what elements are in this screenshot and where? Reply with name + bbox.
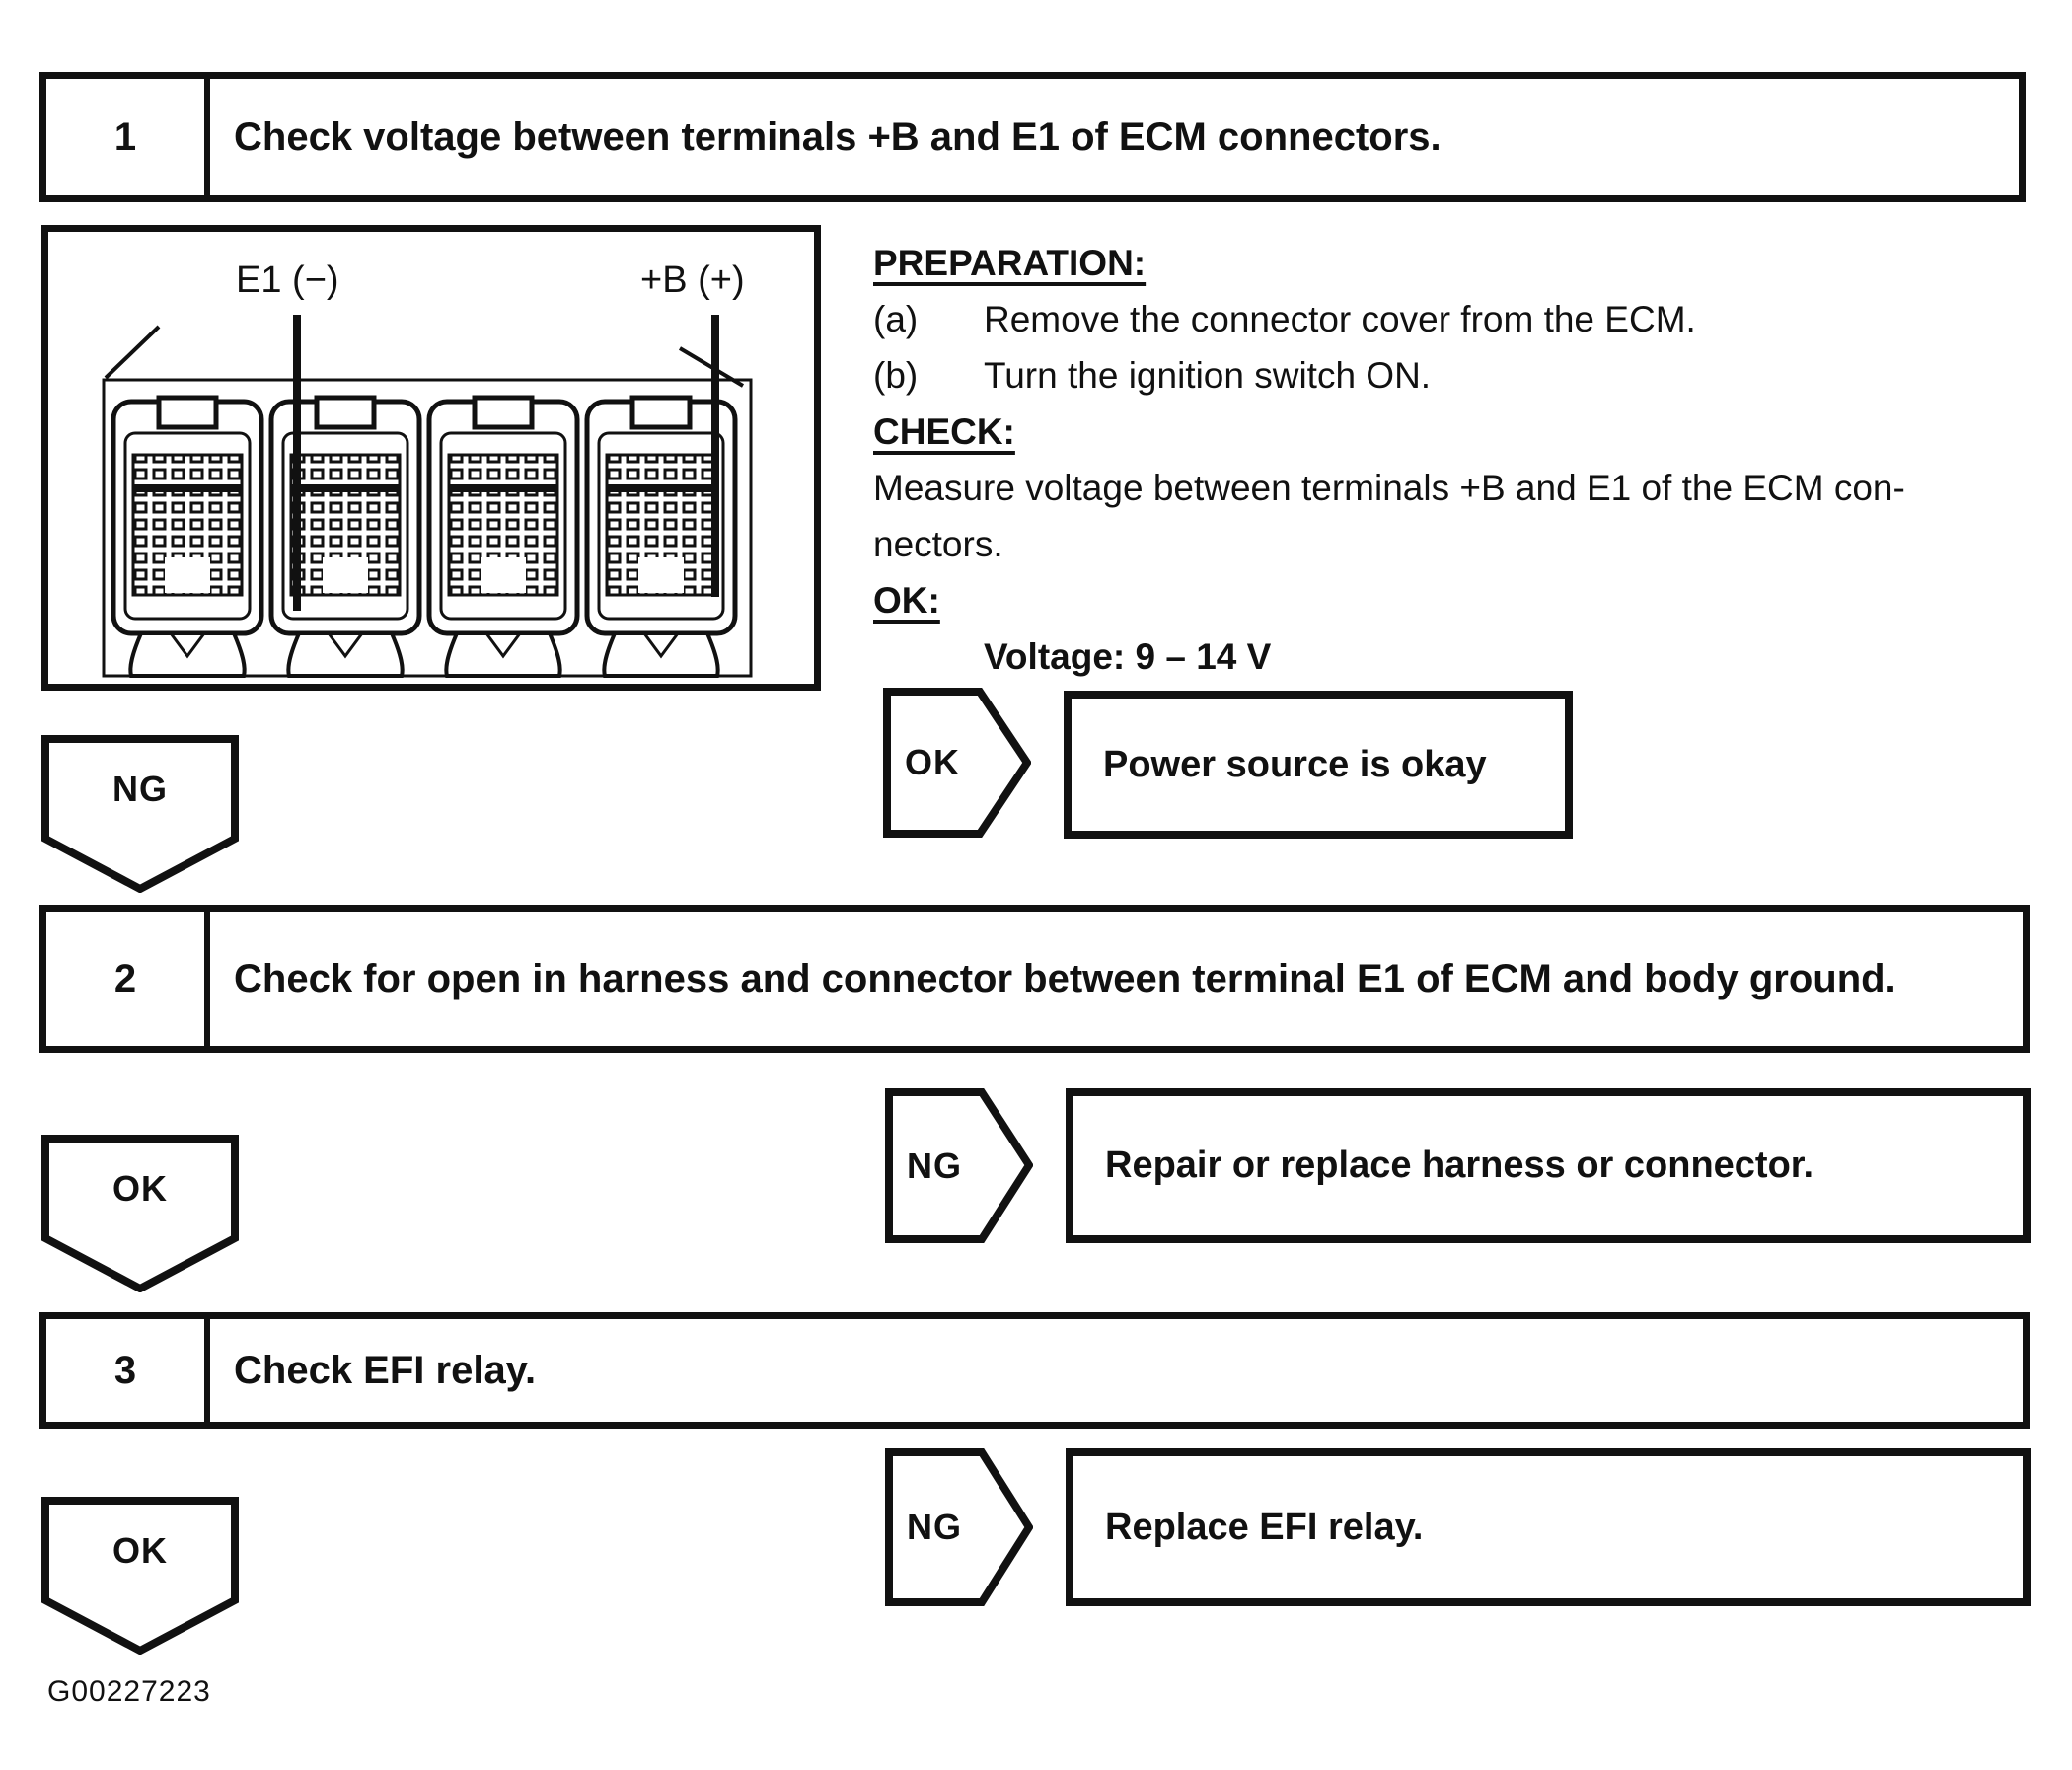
step-2-title: Check for open in harness and connector between terminal E1 of ECM and body ground. xyxy=(234,957,1896,1000)
check-text-line-1: Measure voltage between terminals +B and E1 of the ECM con- xyxy=(873,468,1905,508)
ng-arrow-down-shape xyxy=(41,735,239,893)
terminal-label-e1: E1 (−) xyxy=(236,259,339,301)
preparation-heading: PREPARATION: xyxy=(873,243,1147,283)
ok-spec-value: Voltage: 9 – 14 V xyxy=(984,636,1272,677)
check-text-line-2: nectors. xyxy=(873,524,1003,564)
step-2-ng-result-text: Repair or replace harness or connector. xyxy=(1105,1144,1814,1186)
terminal-label-plus-b: +B (+) xyxy=(640,259,745,301)
step-3-ng-arrow-label: NG xyxy=(907,1507,962,1547)
preparation-item-a xyxy=(873,291,2057,347)
ok-arrow-down-shape xyxy=(41,1497,239,1655)
step-1-header xyxy=(39,72,2026,202)
step-1-ng-arrow xyxy=(41,735,239,893)
step-2-ng-result xyxy=(1066,1088,2031,1243)
step-2-ok-arrow xyxy=(41,1135,239,1292)
step-2-ng-arrow-label: NG xyxy=(907,1144,962,1186)
step-2-ng-arrow xyxy=(885,1088,1033,1243)
ok-spec-heading: OK: xyxy=(873,580,940,621)
check-heading: CHECK: xyxy=(873,411,1015,452)
step-1-ok-arrow xyxy=(883,688,1031,838)
preparation-item-b-text: Turn the ignition switch ON. xyxy=(984,355,1432,396)
preparation-item-b-id: (b) xyxy=(873,355,919,396)
figure-code: G00227223 xyxy=(47,1675,211,1708)
ecm-connector-illustration xyxy=(41,225,821,691)
step-3-ok-arrow xyxy=(41,1497,239,1655)
step-3-ng-arrow xyxy=(885,1448,1033,1606)
step-2-number: 2 xyxy=(46,912,210,1046)
step-1-ok-arrow-label: OK xyxy=(905,742,960,782)
preparation-item-a-text: Remove the connector cover from the ECM. xyxy=(984,299,1696,339)
ok-arrow-down-shape xyxy=(41,1135,239,1292)
step-3-ng-result xyxy=(1066,1448,2031,1606)
step-3-ok-arrow-label: OK xyxy=(112,1530,168,1571)
step-3-title: Check EFI relay. xyxy=(234,1349,537,1392)
step-2-header xyxy=(39,905,2030,1053)
step-2-ok-arrow-label: OK xyxy=(112,1168,168,1209)
step-3-ng-result-text: Replace EFI relay. xyxy=(1105,1506,1424,1548)
step-1-instructions xyxy=(873,235,2057,685)
preparation-item-b xyxy=(873,347,2057,404)
step-1-ok-result xyxy=(1064,691,1573,839)
step-3-header xyxy=(39,1312,2030,1429)
preparation-item-a-id: (a) xyxy=(873,299,919,339)
step-1-ng-arrow-label: NG xyxy=(112,769,168,809)
step-1-ok-result-text: Power source is okay xyxy=(1103,743,1487,785)
step-3-number: 3 xyxy=(46,1319,210,1422)
step-1-number: 1 xyxy=(46,79,210,195)
step-1-title: Check voltage between terminals +B and E1 of ECM connectors. xyxy=(234,115,1442,159)
